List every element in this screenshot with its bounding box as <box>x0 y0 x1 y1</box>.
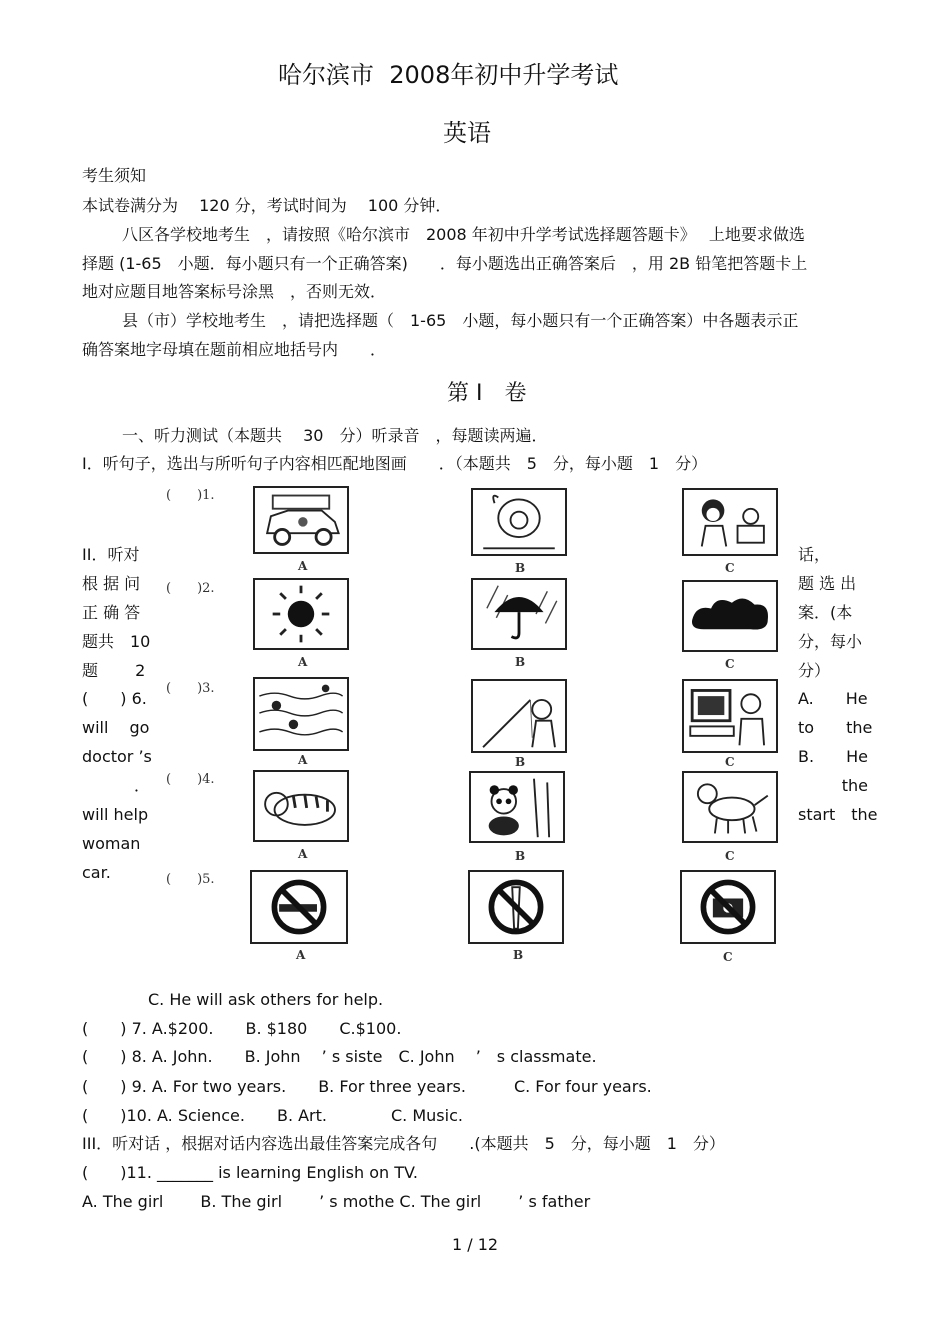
computer-boy-icon <box>682 679 778 753</box>
question-7: ( ) 7. A.$200. B. $180 C.$100. <box>82 1019 402 1038</box>
s2-right-1: 话， <box>798 545 831 564</box>
page-number: 1 / 12 <box>452 1235 499 1254</box>
q6-right-1: A. He <box>798 689 868 708</box>
notice-para3-line1: 县（市）学校地考生 ，请把选择题（ 1-65 小题，每小题只有一个正确答案）中各题表示正 <box>122 311 799 330</box>
car-icon <box>253 486 349 554</box>
no-smoking-icon <box>250 870 348 944</box>
section2-left <box>82 540 150 685</box>
row5-choice-c: C <box>723 950 733 964</box>
row1-choice-a: A <box>298 559 308 573</box>
s2-left-1: II．听对 <box>82 545 140 564</box>
subject-title: 英语 <box>443 119 491 147</box>
notice-para2-line3: 地对应题目地答案标号涂黑 ，否则无效． <box>82 282 387 301</box>
woman-cake-icon <box>682 488 778 556</box>
q6-left-3: doctor ’s <box>82 747 152 766</box>
q6-right <box>798 684 878 829</box>
q6-right-6: start the <box>798 805 878 824</box>
row2-choice-b: B <box>515 655 526 669</box>
q6-option-c: C. He will ask others for help. <box>148 990 384 1009</box>
row3-choice-a: A <box>298 753 308 767</box>
q3-label: ( )3. <box>166 681 215 696</box>
q1-label: ( )1. <box>166 488 215 503</box>
q6-left-7: car. <box>82 863 111 882</box>
q6-left <box>82 684 150 887</box>
question-9: ( ) 9. A. For two years. B. For three years. C. For four years. <box>82 1077 652 1096</box>
section3-heading: III．听对话 ，根据对话内容选出最佳答案完成各句 .(本题共 5 分，每小题 1 分） <box>82 1134 725 1153</box>
panda-icon <box>469 771 565 843</box>
section1-heading: I．听句子，选出与所听句子内容相匹配地图画 ．（本题共 5 分，每小题 1 分） <box>82 454 708 473</box>
row4-choice-a: A <box>298 847 308 861</box>
no-flowers-icon <box>468 870 564 944</box>
q6-left-2: will go <box>82 718 150 737</box>
swimming-icon <box>253 677 349 751</box>
q6-right-4: B. He <box>798 747 868 766</box>
tiger-icon <box>253 770 349 842</box>
q5-label: ( )5. <box>166 872 215 887</box>
question-11: ( )11. _______ is learning English on TV. <box>82 1163 418 1182</box>
part1-intro: 一、听力测试（本题共 30 分）听录音 ，每题读两遍． <box>122 426 548 445</box>
sun-icon <box>253 578 349 650</box>
s2-left-5: 题 2 <box>82 661 146 680</box>
q6-right-2: to the <box>798 718 873 737</box>
q6-right-5: the <box>841 776 868 795</box>
q2-label: ( )2. <box>166 581 215 596</box>
s2-left-2: 根 据 问 <box>82 574 141 593</box>
row1-choice-b: B <box>515 561 526 575</box>
volume-heading: 第 I 卷 <box>447 381 527 406</box>
q4-label: ( )4. <box>166 772 215 787</box>
q6-left-5: will help <box>82 805 149 824</box>
notice-line1: 本试卷满分为 120 分，考试时间为 100 分钟． <box>82 196 452 215</box>
page-title <box>278 60 618 90</box>
q6-left-6: woman <box>82 834 141 853</box>
row1-choice-c: C <box>725 561 735 575</box>
dog-icon <box>682 771 778 843</box>
row4-choice-b: B <box>515 849 526 863</box>
s2-right-3: 案．(本 <box>798 603 853 622</box>
title-exam: 2008年初中升学考试 <box>389 61 619 89</box>
notice-para2-line1: 八区各学校地考生 ，请按照《哈尔滨市 2008 年初中升学考试选择题答题卡》 上地要求做选 <box>122 225 805 244</box>
notice-para2-line2: 择题 (1-65 小题．每小题只有一个正确答案) ．每小题选出正确答案后 ，用 2B 铅笔把答题卡上 <box>82 254 808 273</box>
notice-para3-line2: 确答案地字母填在题前相应地括号内 ． <box>82 340 387 359</box>
s2-left-3: 正 确 答 <box>82 603 141 622</box>
no-camera-icon <box>680 870 776 944</box>
row4-choice-c: C <box>725 849 735 863</box>
notice-heading: 考生须知 <box>82 166 147 185</box>
fishing-icon <box>471 679 567 753</box>
title-city: 哈尔滨市 <box>278 61 374 89</box>
s2-right-4: 分，每小 <box>798 632 863 651</box>
row3-choice-c: C <box>725 755 735 769</box>
girl-phone-icon <box>471 488 567 556</box>
row5-choice-b: B <box>513 948 524 962</box>
s2-right-5: 分） <box>798 661 831 680</box>
row3-choice-b: B <box>515 755 526 769</box>
section2-right <box>798 540 868 685</box>
s2-left-4: 题共 10 <box>82 632 151 651</box>
row2-choice-a: A <box>298 655 308 669</box>
question-8: ( ) 8. A. John. B. John ’ s siste C. John ’ s classmate. <box>82 1047 597 1066</box>
s2-right-2: 题 选 出 <box>798 574 857 593</box>
question-10: ( )10. A. Science. B. Art. C. Music. <box>82 1106 463 1125</box>
row2-choice-c: C <box>725 657 735 671</box>
cloud-icon <box>682 580 778 652</box>
row5-choice-a: A <box>296 948 306 962</box>
q6-left-1: ( ) 6. <box>82 689 147 708</box>
q6-left-4: ． <box>133 776 150 795</box>
question-11-options: A. The girl B. The girl ’ s mothe C. The girl ’ s father <box>82 1192 591 1211</box>
umbrella-rain-icon <box>471 578 567 650</box>
